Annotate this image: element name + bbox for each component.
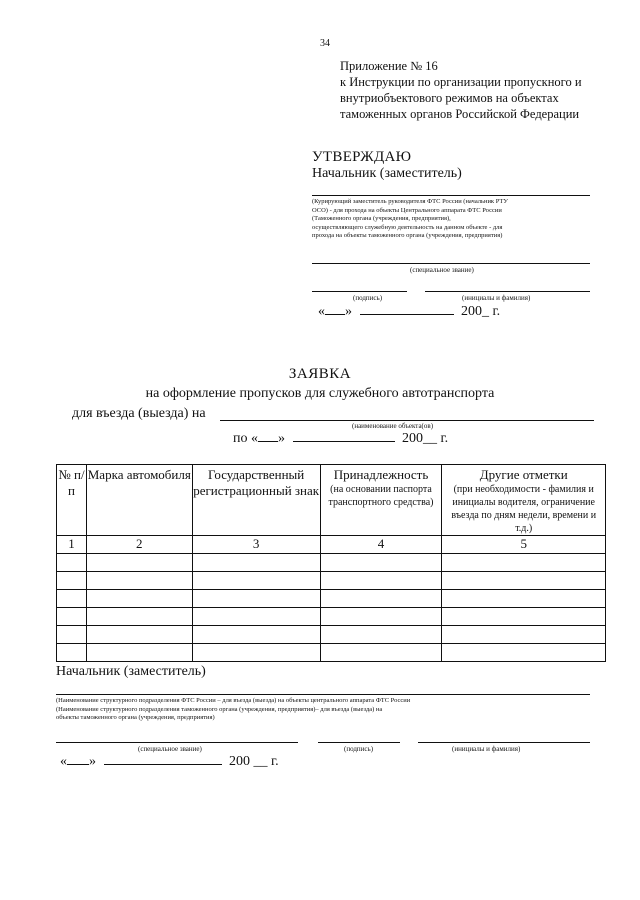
table-cell[interactable] [192,554,320,572]
table-cell[interactable] [320,554,442,572]
period-year: 200__ г. [402,431,449,446]
date-open-quote: « [318,304,325,319]
table-cell[interactable] [442,572,606,590]
header-registration-plate [192,465,320,536]
curator-note-line: (Курирующий заместитель руководителя ФТС России (начальник РТУ [312,198,508,205]
header-other-notes [442,465,606,536]
column-number: 3 [192,536,320,554]
request-period [233,431,448,447]
curator-note-line: ОСО) - для прохода на объекты Центрального аппарата ФТС России [312,206,502,214]
table-cell[interactable] [192,608,320,626]
table-cell[interactable] [57,608,87,626]
period-day-blank[interactable] [258,441,278,442]
table-cell[interactable] [86,608,192,626]
header-label: Принадлежность [333,467,429,482]
curator-note-line: осуществляющего служебную деятельность на данном объекте - для [312,223,503,231]
chief-note-line: объекты таможенного органа (учреждения, предприятия) [56,714,215,721]
table-cell[interactable] [86,572,192,590]
date-day-blank[interactable] [67,764,89,765]
curator-note-line: (Таможенного органа (учреждения, предприятия), [312,215,451,222]
header-label: № п/п [58,467,85,498]
table-cell[interactable] [442,644,606,662]
chief-name-caption: (инициалы и фамилия) [452,745,521,753]
header-car-brand [86,465,192,536]
chief-signature-line [318,742,400,743]
appendix-line: внутриобъектового режимов на объектах [340,91,559,105]
header-ownership [320,465,442,536]
table-cell[interactable] [192,626,320,644]
curator-note [312,198,590,241]
table-header-row [57,465,606,536]
column-number: 5 [442,536,606,554]
approval-role-line [312,195,590,196]
date-month-blank[interactable] [360,314,454,315]
chief-role: Начальник (заместитель) [56,664,206,679]
period-month-blank[interactable] [293,441,395,442]
header-sublabel: (при необходимости - фамилия и инициалы водителя, ограничение въезда по дням недели, времени и т.д.) [451,484,597,534]
column-number: 4 [320,536,442,554]
table-row [57,644,606,662]
table-cell[interactable] [442,554,606,572]
table-cell[interactable] [86,626,192,644]
approval-role: Начальник (заместитель) [312,166,462,181]
table-cell[interactable] [320,626,442,644]
table-cell[interactable] [192,572,320,590]
appendix-line: таможенных органов Российской Федерации [340,107,580,121]
curator-note-line: прохода на объекты таможенного органа (учреждения, предприятия) [312,232,503,239]
header-number [57,465,87,536]
table-cell[interactable] [320,608,442,626]
header-label: Государственный регистрационный знак [193,467,320,498]
table-cell[interactable] [320,644,442,662]
column-number: 2 [86,536,192,554]
column-number-row [57,536,606,554]
table-cell[interactable] [442,590,606,608]
date-year: 200 __ г. [229,754,279,769]
chief-rank-caption: (специальное звание) [138,745,202,753]
table-cell[interactable] [442,626,606,644]
date-year: 200_ г. [461,304,501,319]
period-close-quote: » [278,431,285,446]
approval-signature-caption: (подпись) [353,294,383,302]
chief-date [60,754,279,770]
table-cell[interactable] [57,590,87,608]
date-open-quote: « [60,754,67,769]
approval-rank-line [312,263,590,264]
page-number: 34 [320,38,330,49]
approval-signature-line [312,291,407,292]
table-row [57,608,606,626]
table-row [57,626,606,644]
appendix-header [340,58,582,122]
header-label: Другие отметки [479,467,568,482]
vehicles-table [56,464,606,662]
chief-note [56,697,576,723]
request-subtitle: на оформление пропусков для служебного автотранспорта [145,386,495,401]
approval-name-line [425,291,590,292]
approval-title: УТВЕРЖДАЮ [312,149,412,165]
appendix-line: Приложение № 16 [340,59,438,73]
table-cell[interactable] [57,554,87,572]
date-day-blank[interactable] [325,314,345,315]
table-cell[interactable] [57,626,87,644]
table-row [57,554,606,572]
table-cell[interactable] [86,590,192,608]
table-row [57,572,606,590]
approval-rank-caption: (специальное звание) [410,266,474,274]
header-sublabel: (на основании паспорта транспортного средства) [328,484,434,508]
column-number: 1 [57,536,87,554]
object-name-line[interactable] [220,420,594,421]
chief-role-line [56,694,590,695]
approval-date [318,304,500,320]
table-cell[interactable] [320,572,442,590]
chief-name-line [418,742,590,743]
approval-name-caption: (инициалы и фамилия) [462,294,531,302]
period-label: по « [233,431,258,446]
table-cell[interactable] [57,644,87,662]
header-label: Марка автомобиля [87,467,191,482]
date-close-quote: » [89,754,96,769]
object-name-caption: (наименование объекта(ов) [352,422,434,430]
request-title: ЗАЯВКА [288,366,352,382]
table-row [57,590,606,608]
table-cell[interactable] [320,590,442,608]
table-cell[interactable] [86,554,192,572]
table-cell[interactable] [192,590,320,608]
table-cell[interactable] [442,608,606,626]
request-entry-label: для въезда (выезда) на [72,406,206,421]
table-cell[interactable] [86,644,192,662]
table-cell[interactable] [192,644,320,662]
date-close-quote: » [345,304,352,319]
date-month-blank[interactable] [104,764,222,765]
chief-note-line: (Наименование структурного подразделения ФТС России – для въезда (выезда) на объекты центрального аппарата ФТС России [56,697,411,704]
appendix-line: к Инструкции по организации пропускного и [340,75,582,89]
chief-note-line: (Наименование структурного подразделения таможенного органа (учреждения, предприятия)– для въезда (выезда) на [56,705,383,713]
table-cell[interactable] [57,572,87,590]
chief-rank-line [56,742,298,743]
chief-signature-caption: (подпись) [344,745,374,753]
